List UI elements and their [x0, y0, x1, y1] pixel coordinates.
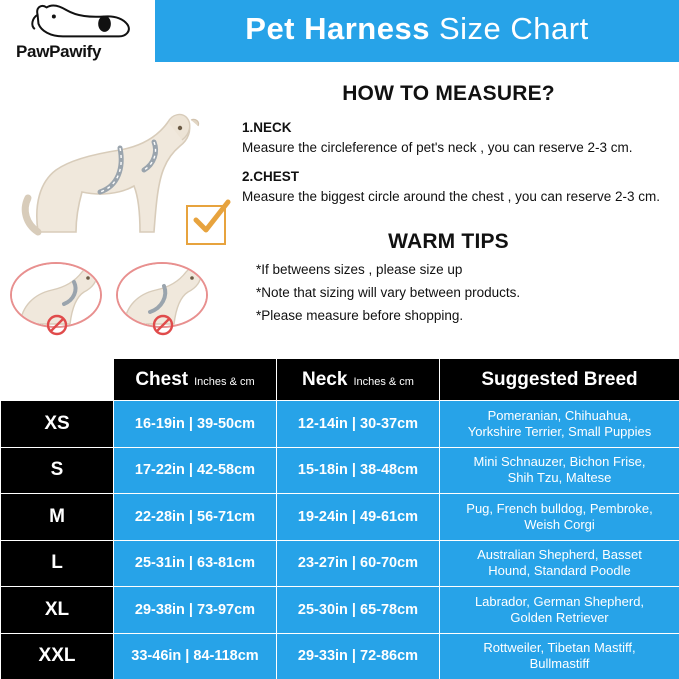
header-title-band: [155, 0, 679, 62]
header-chest: [114, 359, 277, 401]
header-neck-label: Neck: [302, 368, 348, 390]
dog-head-icon: [26, 2, 136, 40]
warm-tip-2: *Note that sizing will vary between products.: [256, 285, 521, 300]
table-header-row: [1, 359, 679, 401]
row-chest-l: 25-31in | 63-81cm: [114, 540, 277, 587]
page-title-bold: Pet Harness: [245, 11, 430, 46]
row-neck-m: 19-24in | 49-61cm: [277, 494, 440, 541]
incorrect-example-2: [116, 262, 208, 334]
row-size-xs: XS: [1, 401, 114, 448]
row-breed-xl: Labrador, German Shepherd, Golden Retriever: [440, 587, 679, 634]
table-row: [1, 494, 679, 541]
warm-tip-1: *If betweens sizes , please size up: [256, 262, 463, 277]
row-breed-s: Mini Schnauzer, Bichon Frise, Shih Tzu, Maltese: [440, 447, 679, 494]
row-breed-xs: Pomeranian, Chihuahua, Yorkshire Terrier, Small Puppies: [440, 401, 679, 448]
row-breed-l: Australian Shepherd, Basset Hound, Standard Poodle: [440, 540, 679, 587]
no-entry-icon: [46, 314, 68, 336]
table-row: [1, 447, 679, 494]
brand-logo: [14, 2, 146, 62]
header-neck-units: Inches & cm: [353, 375, 414, 388]
row-breed-m: Pug, French bulldog, Pembroke, Weish Corgi: [440, 494, 679, 541]
header-breed: [440, 359, 679, 401]
row-size-l: L: [1, 540, 114, 587]
brand-name-part1: Paw: [16, 42, 50, 61]
row-chest-s: 17-22in | 42-58cm: [114, 447, 277, 494]
table-row: [1, 540, 679, 587]
incorrect-examples-row: [10, 262, 215, 340]
row-size-xxl: XXL: [1, 633, 114, 679]
header: [0, 0, 679, 62]
table-row: [1, 633, 679, 679]
row-size-xl: XL: [1, 587, 114, 634]
measure-item-1-label: 1.NECK: [242, 120, 292, 135]
row-size-m: M: [1, 494, 114, 541]
row-neck-xs: 12-14in | 30-37cm: [277, 401, 440, 448]
how-to-measure-heading: HOW TO MEASURE?: [342, 82, 555, 105]
measure-item-1-text: Measure the circleference of pet's neck , you can reserve 2-3 cm.: [242, 140, 633, 155]
row-chest-xxl: 33-46in | 84-118cm: [114, 633, 277, 679]
row-chest-xs: 16-19in | 39-50cm: [114, 401, 277, 448]
row-size-s: S: [1, 447, 114, 494]
row-breed-xxl: Rottweiler, Tibetan Mastiff, Bullmastiff: [440, 633, 679, 679]
instructions-column: [222, 62, 679, 352]
warm-tip-3: *Please measure before shopping.: [256, 308, 464, 323]
measure-item-2-label: 2.CHEST: [242, 169, 300, 184]
header-chest-label: Chest: [135, 368, 189, 390]
row-neck-xl: 25-30in | 65-78cm: [277, 587, 440, 634]
row-neck-s: 15-18in | 38-48cm: [277, 447, 440, 494]
table-body: [1, 401, 679, 679]
brand-name-part2: Pawify: [49, 42, 102, 61]
header-neck: [277, 359, 440, 401]
dog-with-measuring-tape-photo: [8, 84, 213, 259]
page-title-light: Size Chart: [438, 11, 589, 46]
header-breed-label: Suggested Breed: [481, 368, 638, 390]
row-chest-m: 22-28in | 56-71cm: [114, 494, 277, 541]
brand-name: [14, 42, 146, 62]
illustration-column: [0, 62, 222, 352]
no-entry-icon: [152, 314, 174, 336]
measure-item-2-text: Measure the biggest circle around the chest , you can reserve 2-3 cm.: [242, 189, 660, 204]
header-chest-units: Inches & cm: [194, 375, 255, 388]
row-chest-xl: 29-38in | 73-97cm: [114, 587, 277, 634]
incorrect-example-1: [10, 262, 102, 334]
size-table: [0, 358, 679, 679]
row-neck-xxl: 29-33in | 72-86cm: [277, 633, 440, 679]
row-neck-l: 23-27in | 60-70cm: [277, 540, 440, 587]
table-row: [1, 401, 679, 448]
header-size-blank: [1, 359, 114, 401]
table-row: [1, 587, 679, 634]
warm-tips-heading: WARM TIPS: [388, 230, 509, 253]
header-logo-area: [0, 0, 155, 62]
